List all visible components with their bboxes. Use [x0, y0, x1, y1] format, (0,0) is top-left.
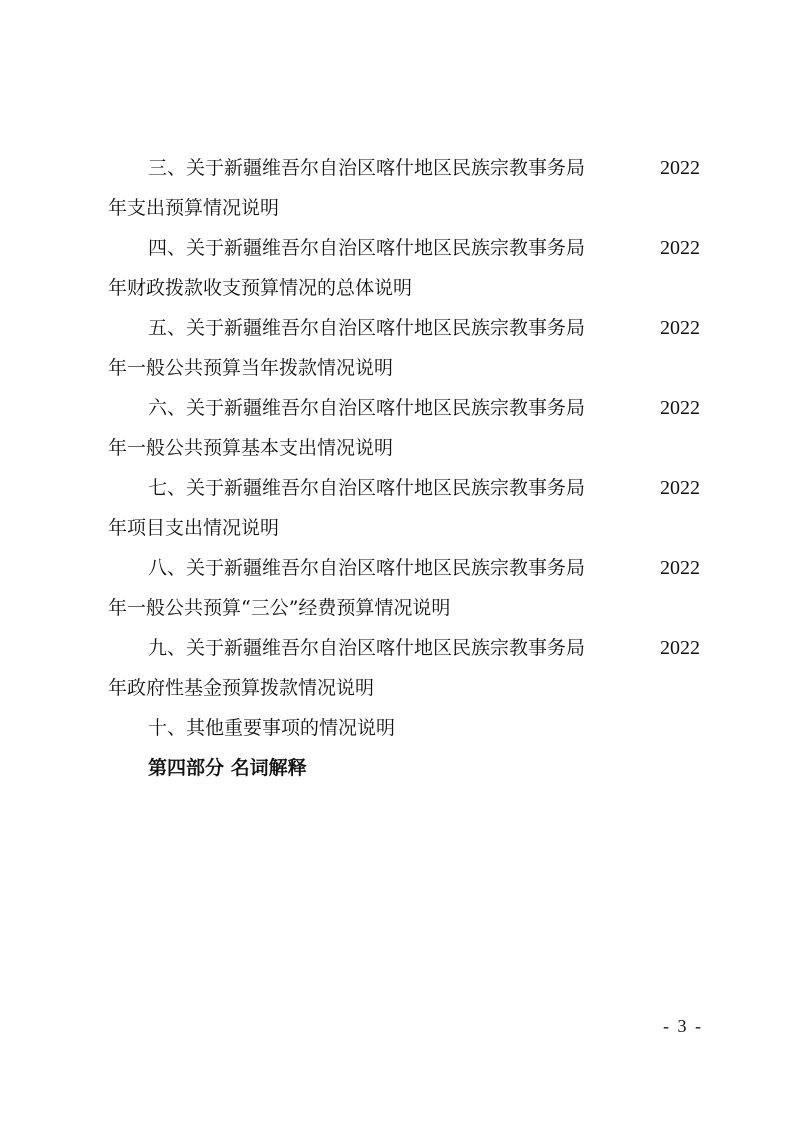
toc-item-title: 八、关于新疆维吾尔自治区喀什地区民族宗教事务局 [148, 557, 586, 579]
toc-item-continuation: 年政府性基金预算拨款情况说明 [108, 677, 375, 699]
toc-item-8 [108, 548, 700, 628]
toc-item-continuation: 年一般公共预算基本支出情况说明 [108, 437, 394, 459]
toc-item-7 [108, 468, 700, 548]
toc-item-year: 2022 [660, 637, 700, 659]
toc-item-9 [108, 628, 700, 708]
toc-item-4 [108, 228, 700, 308]
toc-item-year: 2022 [660, 157, 700, 179]
toc-item-year: 2022 [660, 477, 700, 499]
section-heading: 第四部分 名词解释 [148, 757, 307, 779]
toc-item-title: 九、关于新疆维吾尔自治区喀什地区民族宗教事务局 [148, 637, 586, 659]
toc-item-continuation: 年财政拨款收支预算情况的总体说明 [108, 277, 413, 299]
toc-item-3 [108, 148, 700, 228]
toc-item-6 [108, 388, 700, 468]
toc-item-title: 五、关于新疆维吾尔自治区喀什地区民族宗教事务局 [148, 317, 586, 339]
toc-item-year: 2022 [660, 317, 700, 339]
toc-item-title: 四、关于新疆维吾尔自治区喀什地区民族宗教事务局 [148, 237, 586, 259]
table-of-contents [108, 148, 700, 788]
toc-item-continuation: 年项目支出情况说明 [108, 517, 280, 539]
toc-item-continuation: 年一般公共预算当年拨款情况说明 [108, 357, 394, 379]
toc-item-title: 七、关于新疆维吾尔自治区喀什地区民族宗教事务局 [148, 477, 586, 499]
toc-item-continuation: 年一般公共预算“三公”经费预算情况说明 [108, 597, 451, 619]
toc-item-year: 2022 [660, 237, 700, 259]
toc-item-year: 2022 [660, 397, 700, 419]
toc-item-title: 六、关于新疆维吾尔自治区喀什地区民族宗教事务局 [148, 397, 586, 419]
toc-item-10: 十、其他重要事项的情况说明 [148, 717, 396, 739]
toc-item-year: 2022 [660, 557, 700, 579]
toc-item-continuation: 年支出预算情况说明 [108, 197, 280, 219]
toc-item-5 [108, 308, 700, 388]
toc-item-title: 三、关于新疆维吾尔自治区喀什地区民族宗教事务局 [148, 157, 586, 179]
page-number: - 3 - [663, 1016, 703, 1036]
